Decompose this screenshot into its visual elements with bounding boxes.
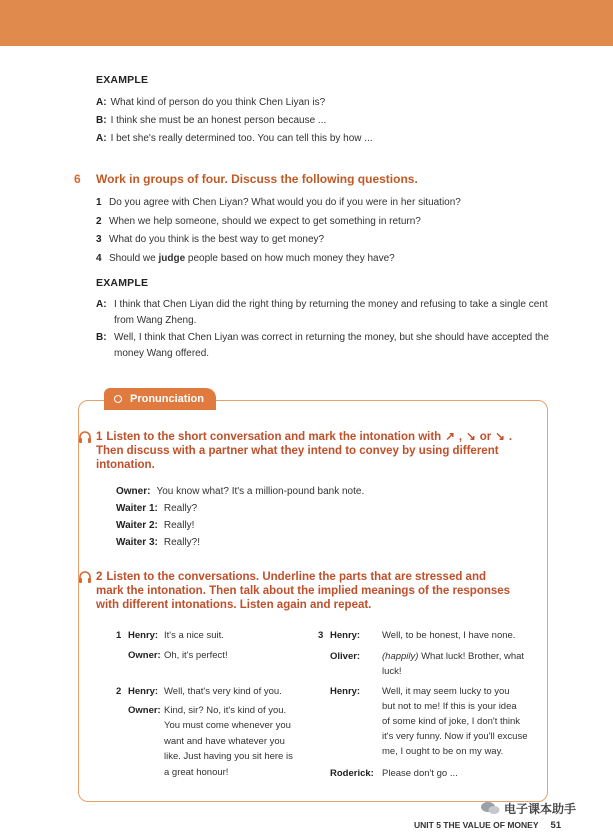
- header-bar: [0, 0, 613, 46]
- question-list: [96, 195, 566, 269]
- example-line: B: Well, I think that Chen Liyan was correct in returning the money, but she should have accepted the money Wang offered.: [96, 332, 549, 359]
- circle-icon: [114, 395, 122, 403]
- question-item: 3 What do you think is the best way to get money?: [96, 234, 325, 245]
- question-item: 1 Do you agree with Chen Liyan? What would you do if you were in her situation?: [96, 197, 461, 208]
- exercise-1-dialogue: [116, 484, 364, 552]
- dialogue-line: Waiter 1: Really?: [116, 503, 198, 514]
- example-line: A: What kind of person do you think Chen Liyan is?: [96, 97, 326, 108]
- task-title: Work in groups of four. Discuss the following questions.: [96, 172, 418, 186]
- dialogue-line: Waiter 3: Really?!: [116, 537, 201, 548]
- example-label: EXAMPLE: [96, 74, 149, 86]
- headphones-icon: [78, 430, 92, 444]
- question-item: 2 When we help someone, should we expect to get something in return?: [96, 215, 421, 227]
- conversation-2: 2 Henry: Well, that's very kind of you. Owner: Kind, sir? No, it's kind of you. You must come whenever you want and have whatever you like. Just having you sit here is a great honour!: [116, 686, 293, 778]
- unit-title: UNIT 5 THE VALUE OF MONEY: [414, 820, 539, 830]
- task-number: 6: [74, 172, 81, 186]
- dialogue-line: Owner: You know what? It's a million-pound bank note.: [116, 486, 365, 497]
- question-item: 4 Should we judge people based on how much money they have?: [96, 252, 395, 264]
- pronunciation-tab: Pronunciation: [104, 388, 216, 410]
- conversation-1: 1 Henry: It's a nice suit. Owner: Oh, it's perfect!: [116, 630, 228, 661]
- example-line: A: I think that Chen Liyan did the right thing by returning the money and refusing to take a single cent from Wang Zheng.: [96, 299, 548, 326]
- example-line: A: I bet she's really determined too. You can tell this by how ...: [96, 133, 373, 144]
- dialogue-line: Waiter 2: Really!: [116, 520, 195, 531]
- chat-bubbles-icon: [480, 801, 500, 815]
- example-label: EXAMPLE: [96, 277, 149, 289]
- page-number: 51: [550, 820, 562, 831]
- exercise-2-title: 2 Listen to the conversations. Underline the parts that are stressed and mark the intonation. Then talk about the implied meanings of the responses with different intonations. Listen again and repeat.: [96, 570, 516, 612]
- example-line: B: I think she must be an honest person because ...: [96, 115, 327, 126]
- exercise-1-title: 1 Listen to the short conversation and mark the intonation with ↗ , ↘ or ↘ . Then discuss with a partner what they intend to convey by using different intonation.: [96, 430, 526, 472]
- headphones-icon: [78, 570, 92, 584]
- watermark: 电子课本助手: [480, 800, 576, 817]
- conversation-3: 3 Henry: Well, to be honest, I have none. Oliver: (happily) What luck! Brother, what luck! Henry: Well, it may seem lucky to you but not to me! If this is your idea of some kind of joke, I don't think it's very funny. Now if you'll excuse me, I ought to be on my way. Roderick: Please don't go ...: [318, 630, 528, 779]
- page-footer: [414, 820, 561, 831]
